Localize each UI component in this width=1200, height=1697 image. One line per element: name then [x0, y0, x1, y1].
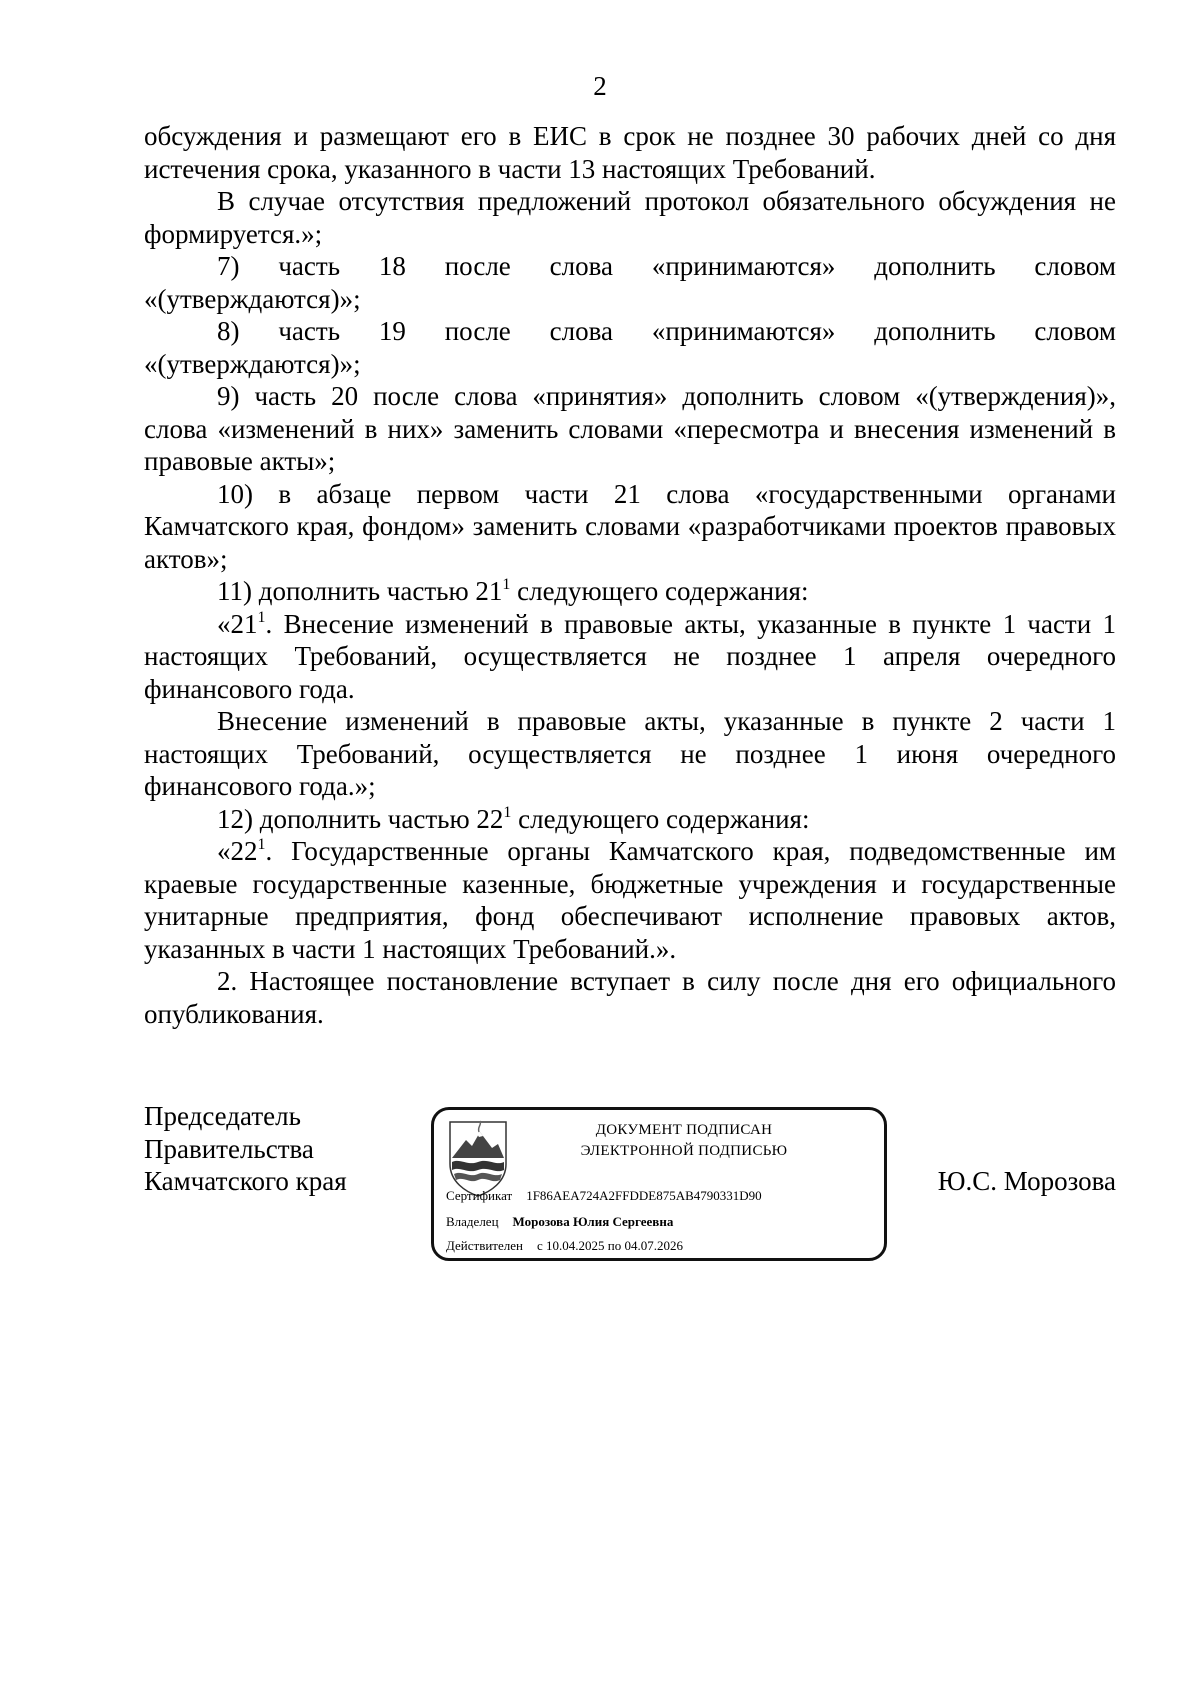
page-number: 2 [593, 71, 607, 101]
text: следующего содержания: [510, 576, 809, 606]
position-line: Председатель [144, 1101, 301, 1131]
owner-value: Морозова Юлия Сергеевна [512, 1214, 674, 1229]
kamchatka-emblem-icon [446, 1118, 510, 1198]
owner-label: Владелец [446, 1214, 499, 1229]
text: . Государственные органы Камчатского края, подведомственные им краевые государственные казенные, бюджетные учреждения и государственные унитарные предприятия, фонд обеспечивают исполнение правовых актов, указанных в части 1 настоящих Требований.». [144, 836, 1116, 964]
certificate-row [446, 1188, 762, 1204]
superscript: 1 [257, 608, 266, 626]
paragraph [144, 608, 1116, 706]
position-line: Правительства [144, 1133, 314, 1164]
text: 11) дополнить частью 21 [217, 576, 503, 606]
position-line: Камчатского края [144, 1166, 347, 1196]
paragraph [144, 835, 1116, 965]
superscript: 1 [503, 803, 512, 821]
paragraph: «(утверждаются)»; [144, 348, 361, 379]
owner-row [446, 1214, 673, 1230]
paragraph: В случае отсутствия предложений протокол обязательного обсуждения не формируется.»; [144, 186, 1116, 249]
text: 12) дополнить частью 22 [217, 803, 504, 834]
text: . Внесение изменений в правовые акты, указанные в пункте 1 части 1 настоящих Требований, осуществляется не позднее 1 апреля очередного финансового года. [144, 608, 1116, 704]
validity-row [446, 1238, 683, 1254]
stamp-title-line: ЭЛЕКТРОННОЙ ПОДПИСЬЮ [580, 1143, 788, 1159]
validity-label: Действителен [446, 1238, 523, 1253]
paragraph: обсуждения и размещают его в ЕИС в срок не позднее 30 рабочих дней со дня истечения срока, указанного в части 13 настоящих Требований. [144, 121, 1116, 184]
paragraph: 9) часть 20 после слова «принятия» дополнить словом «(утверждения)», слова «изменений в них» заменить словами «пересмотра и внесения изменений в правовые акты»; [144, 381, 1116, 476]
signatory-name: Ю.С. Морозова [937, 1166, 1116, 1196]
superscript: 1 [502, 576, 511, 593]
validity-value: с 10.04.2025 по 04.07.2026 [536, 1238, 683, 1253]
text: следующего содержания: [511, 803, 810, 834]
stamp-title-line: ДОКУМЕНТ ПОДПИСАН [595, 1122, 773, 1138]
stamp-title [534, 1120, 834, 1162]
paragraph: 2. Настоящее постановление вступает в силу после дня его официального опубликования. [144, 966, 1116, 1029]
paragraph [144, 575, 1116, 608]
electronic-signature-stamp [431, 1107, 887, 1261]
text: «22 [217, 836, 258, 866]
text: «21 [217, 608, 258, 639]
certificate-value: 1F86AEA724A2FFDDE875AB4790331D90 [526, 1188, 762, 1203]
paragraph: «(утверждаются)»; [144, 283, 361, 314]
paragraph [144, 803, 1116, 836]
paragraph: 7) часть 18 после слова «принимаются» дополнить словом [217, 251, 1116, 281]
paragraph: 8) часть 19 после слова «принимаются» дополнить словом [217, 316, 1116, 346]
signatory-position [144, 1100, 347, 1198]
paragraph: 10) в абзаце первом части 21 слова «государственными органами Камчатского края, фондом» заменить словами «разработчиками проектов правовых актов»; [144, 478, 1116, 574]
superscript: 1 [257, 836, 266, 853]
paragraph: Внесение изменений в правовые акты, указанные в пункте 2 части 1 настоящих Требований, осуществляется не позднее 1 июня очередного финансового года.»; [144, 706, 1116, 801]
certificate-label: Сертификат [446, 1188, 513, 1203]
document-body [144, 120, 1116, 1030]
